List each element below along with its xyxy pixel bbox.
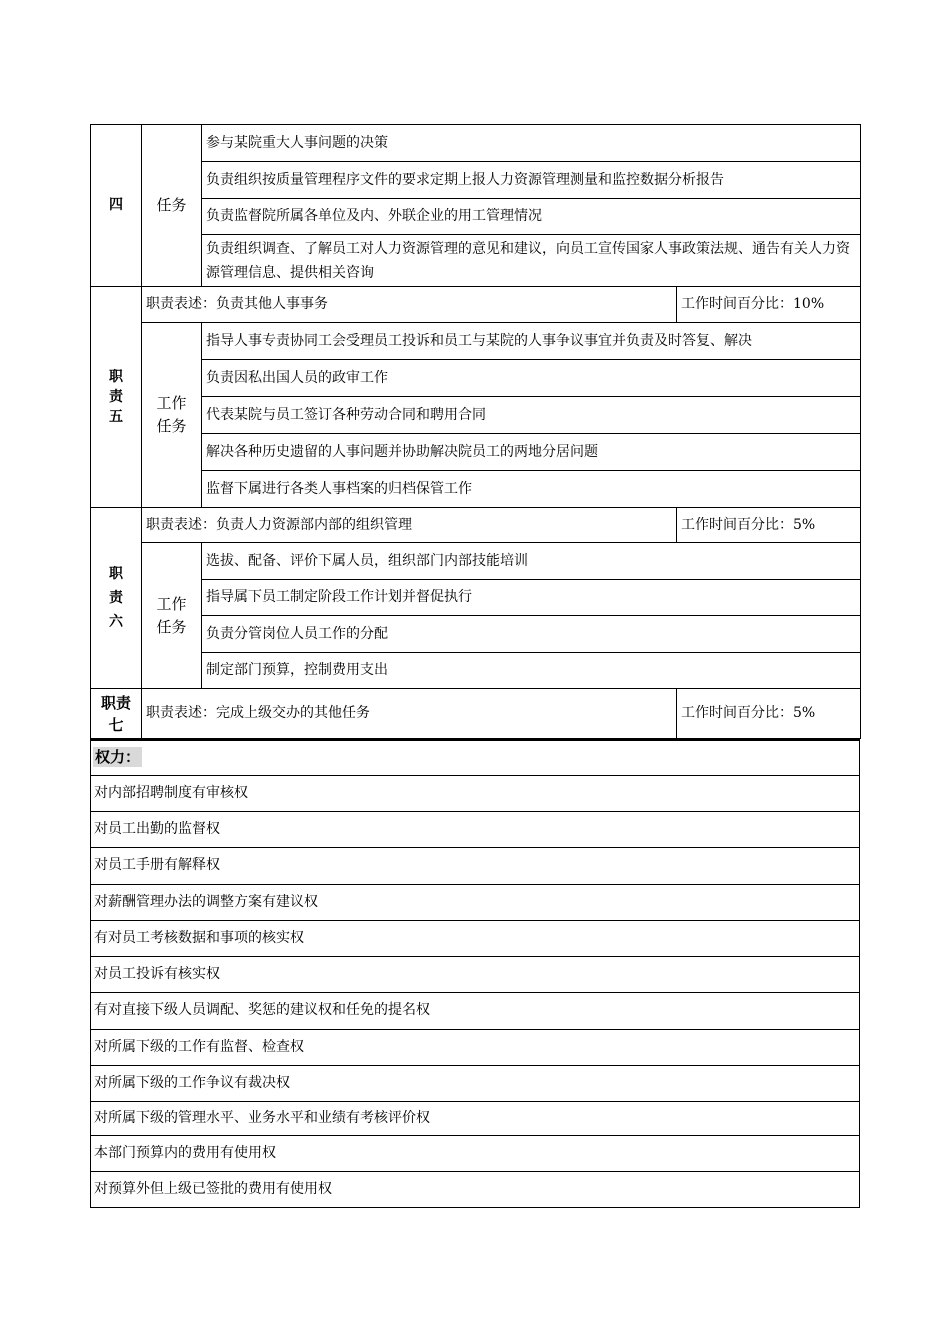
power-item: 对所属下级的工作有监督、检查权 xyxy=(91,1029,860,1065)
duty4-task: 负责组织按质量管理程序文件的要求定期上报人力资源管理测量和监控数据分析报告 xyxy=(202,162,861,199)
power-item: 对内部招聘制度有审核权 xyxy=(91,775,860,811)
duty6-time-percentage: 工作时间百分比：5% xyxy=(677,508,861,543)
power-row xyxy=(91,920,860,956)
duty4-task-row xyxy=(91,125,861,162)
duty6-task-row xyxy=(91,580,861,616)
duty4-sub-label: 任务 xyxy=(142,125,202,287)
duty5-task: 指导人事专责协同工会受理员工投诉和员工与某院的人事争议事宜并负责及时答复、解决 xyxy=(202,323,861,360)
duty6-task-row xyxy=(91,653,861,689)
duty5-task-row xyxy=(91,471,861,508)
power-item: 对员工出勤的监督权 xyxy=(91,811,860,847)
power-row xyxy=(91,1171,860,1207)
duty4-section-label: 四 xyxy=(91,125,142,287)
power-item: 对所属下级的工作争议有裁决权 xyxy=(91,1065,860,1101)
duty7-time-percentage: 工作时间百分比：5% xyxy=(677,689,861,739)
duty6-task-row xyxy=(91,543,861,580)
duty4-task-row xyxy=(91,235,861,287)
duty4-task: 负责监督院所属各单位及内、外联企业的用工管理情况 xyxy=(202,199,861,235)
power-row xyxy=(91,956,860,992)
power-row xyxy=(91,1029,860,1065)
duty6-description: 职责表述：负责人力资源部内部的组织管理 xyxy=(142,508,677,543)
duty5-task: 代表某院与员工签订各种劳动合同和聘用合同 xyxy=(202,397,861,434)
duty7-description-row xyxy=(91,689,861,739)
duty5-task-row xyxy=(91,397,861,434)
duty4-task: 负责组织调查、了解员工对人力资源管理的意见和建议，向员工宣传国家人事政策法规、通告有关人力资源管理信息、提供相关咨询 xyxy=(202,235,861,287)
duty5-task-row xyxy=(91,434,861,471)
power-item: 对薪酬管理办法的调整方案有建议权 xyxy=(91,884,860,920)
duty6-task: 制定部门预算，控制费用支出 xyxy=(202,653,861,689)
duty6-sub-label: 工作任务 xyxy=(142,543,202,689)
duty5-task: 解决各种历史遗留的人事问题并协助解决院员工的两地分居问题 xyxy=(202,434,861,471)
power-item: 对预算外但上级已签批的费用有使用权 xyxy=(91,1171,860,1207)
power-row xyxy=(91,1135,860,1171)
power-row xyxy=(91,775,860,811)
power-item: 对所属下级的管理水平、业务水平和业绩有考核评价权 xyxy=(91,1101,860,1135)
power-item: 对员工手册有解释权 xyxy=(91,847,860,884)
duty5-time-percentage: 工作时间百分比：10% xyxy=(677,287,861,323)
duty5-task: 监督下属进行各类人事档案的归档保管工作 xyxy=(202,471,861,508)
power-row xyxy=(91,847,860,884)
power-row xyxy=(91,884,860,920)
power-row xyxy=(91,811,860,847)
power-row xyxy=(91,1101,860,1135)
duty5-description: 职责表述：负责其他人事事务 xyxy=(142,287,677,323)
power-item: 有对员工考核数据和事项的核实权 xyxy=(91,920,860,956)
duty7-description: 职责表述：完成上级交办的其他任务 xyxy=(142,689,677,739)
duty6-task: 选拔、配备、评价下属人员，组织部门内部技能培训 xyxy=(202,543,861,580)
duty6-task: 负责分管岗位人员工作的分配 xyxy=(202,616,861,653)
duty4-task-row xyxy=(91,199,861,235)
duty6-task-row xyxy=(91,616,861,653)
power-item: 本部门预算内的费用有使用权 xyxy=(91,1135,860,1171)
duty5-task-row xyxy=(91,323,861,360)
job-description-sheet xyxy=(90,124,860,1208)
power-item: 有对直接下级人员调配、奖惩的建议权和任免的提名权 xyxy=(91,992,860,1029)
duties-table xyxy=(90,124,861,739)
duty5-section-label: 职责五 xyxy=(91,287,142,508)
powers-heading-row xyxy=(91,740,860,775)
duty4-task-row xyxy=(91,162,861,199)
duty5-sub-label: 工作任务 xyxy=(142,323,202,508)
power-row xyxy=(91,1065,860,1101)
duty5-task-row xyxy=(91,360,861,397)
duty5-description-row xyxy=(91,287,861,323)
powers-table xyxy=(90,739,860,1208)
duty6-section-label: 职责六 xyxy=(91,508,142,689)
power-item: 对员工投诉有核实权 xyxy=(91,956,860,992)
duty7-section-label: 职责七 xyxy=(91,689,142,739)
duty6-description-row xyxy=(91,508,861,543)
duty5-task: 负责因私出国人员的政审工作 xyxy=(202,360,861,397)
powers-heading: 权力： xyxy=(91,740,860,775)
duty4-task: 参与某院重大人事问题的决策 xyxy=(202,125,861,162)
power-row xyxy=(91,992,860,1029)
duty6-task: 指导属下员工制定阶段工作计划并督促执行 xyxy=(202,580,861,616)
